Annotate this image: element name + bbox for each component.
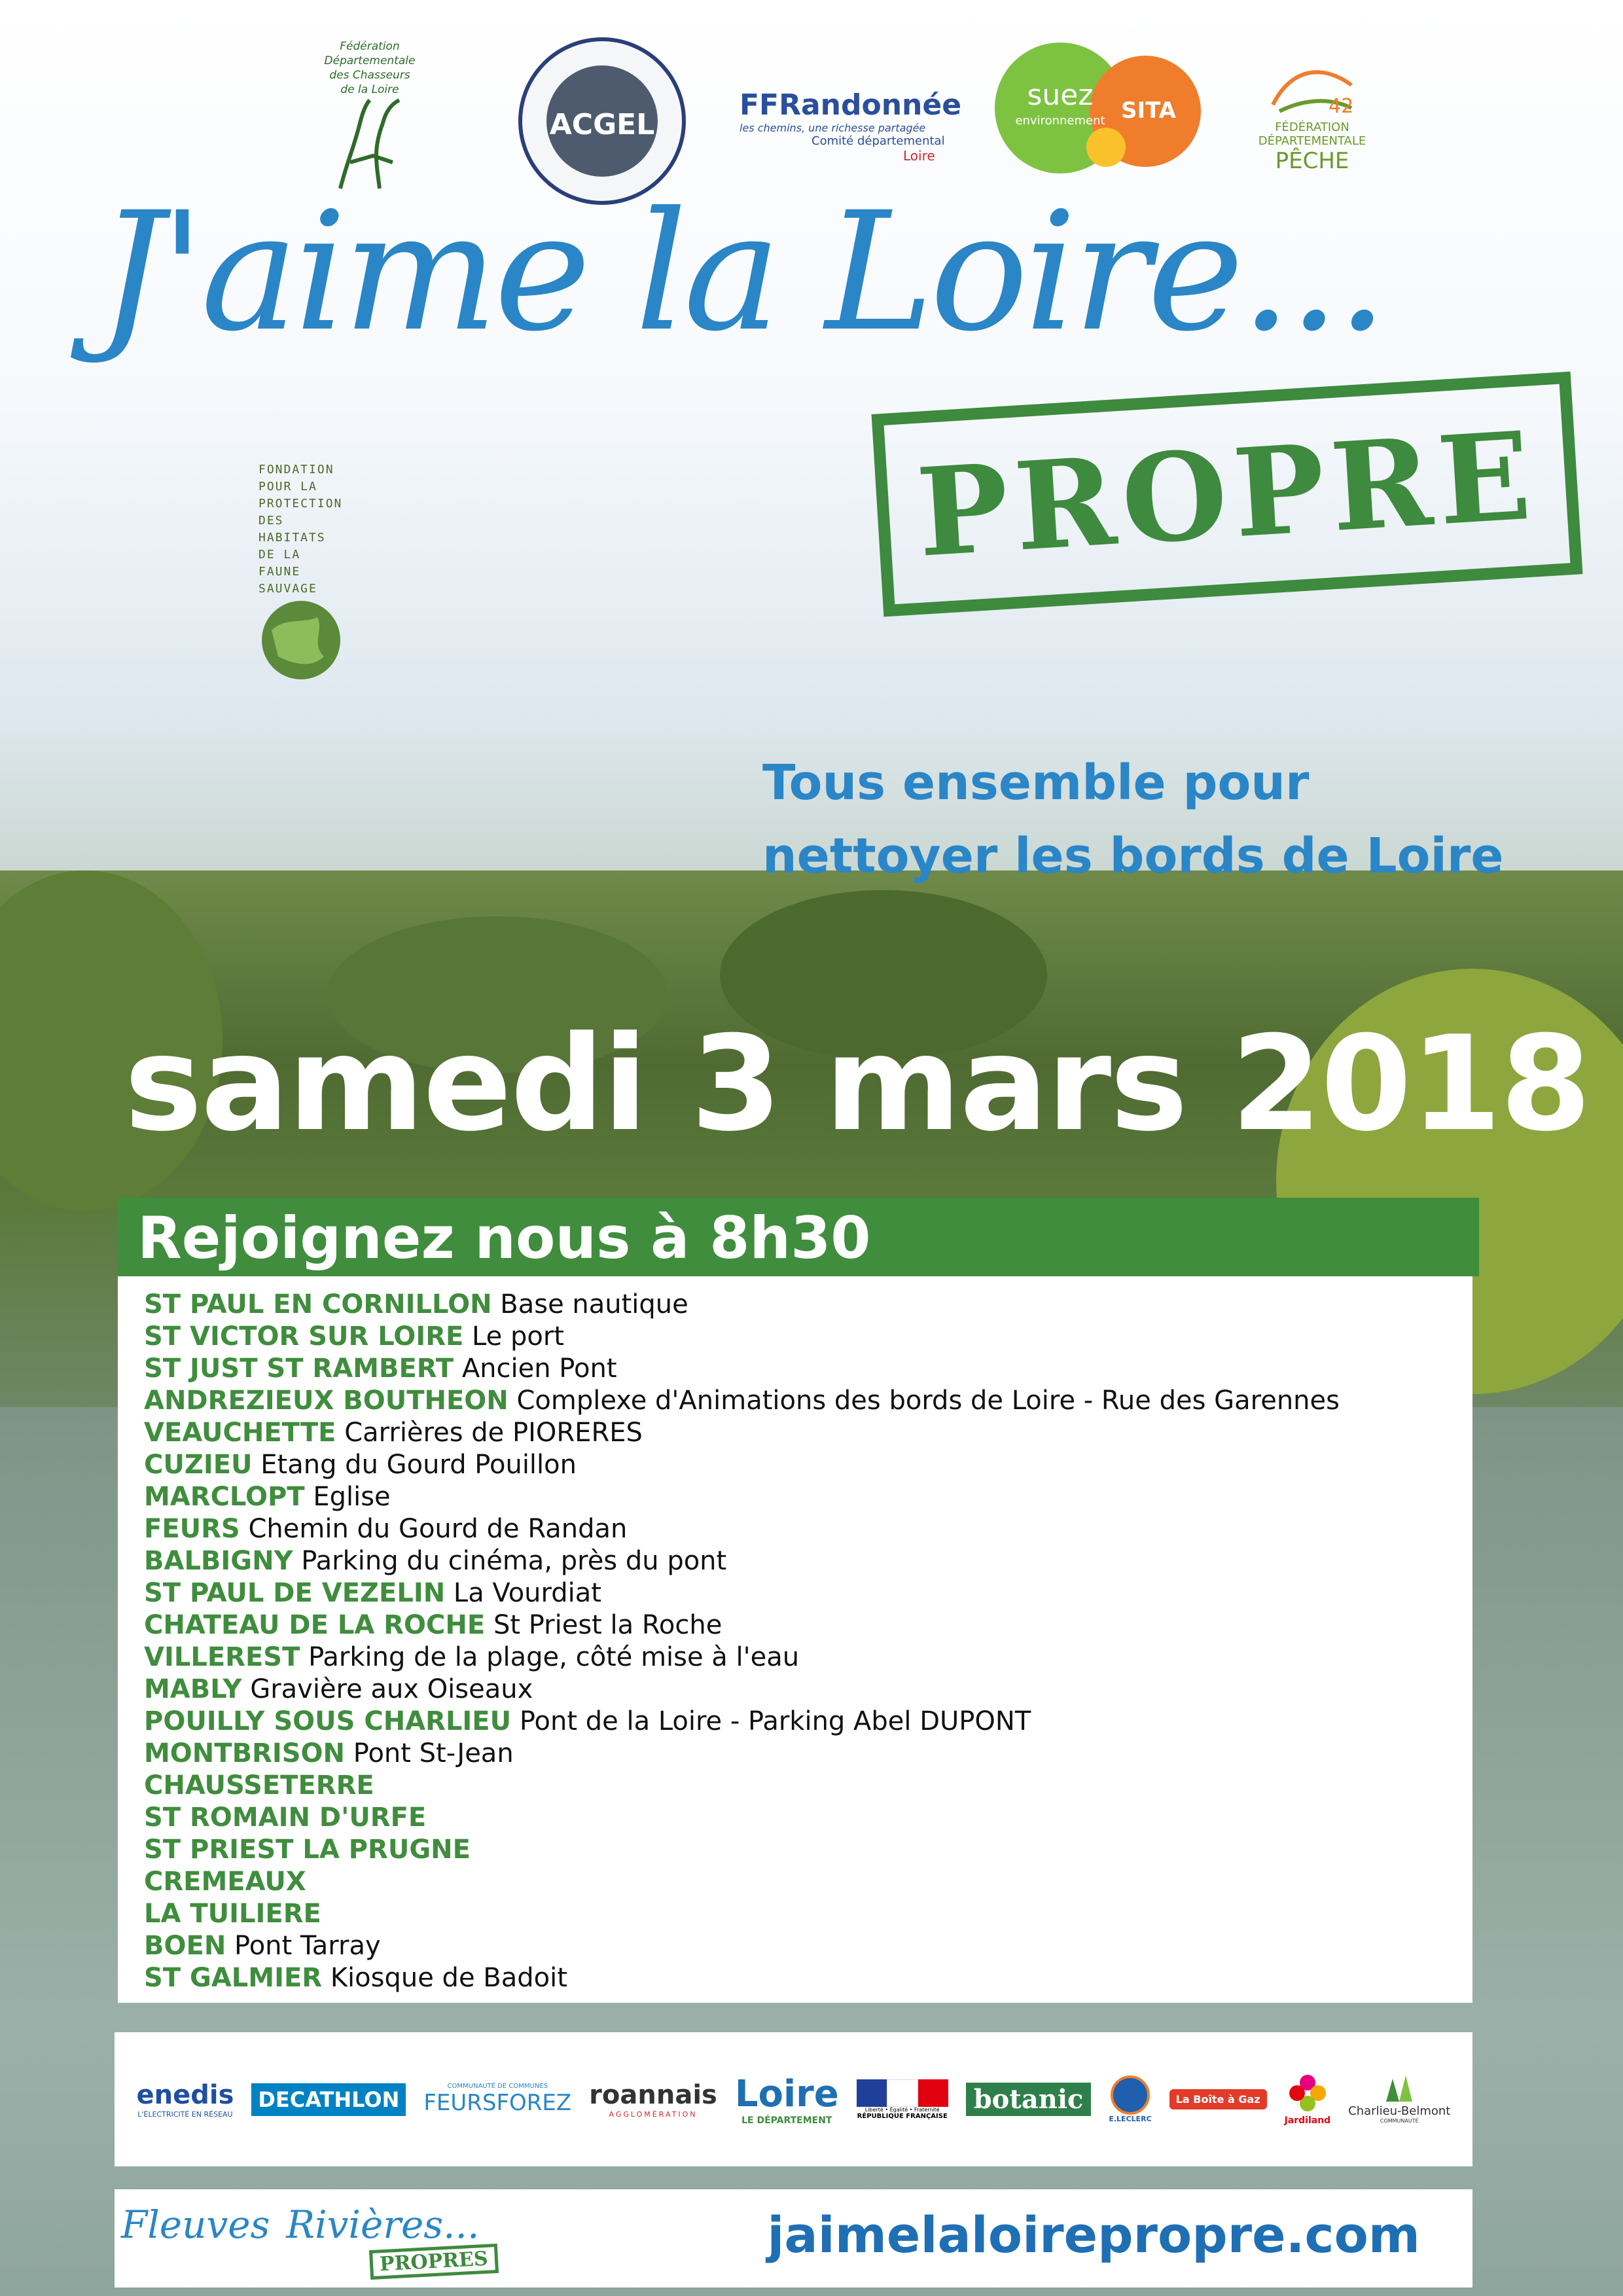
location-name: CHATEAU DE LA ROCHE	[144, 1610, 486, 1640]
flag-icon	[857, 2079, 948, 2107]
location-name: CREMEAUX	[144, 1867, 306, 1897]
location-name: VEAUCHETTE	[144, 1418, 336, 1448]
sita-label: SITA	[1120, 98, 1177, 124]
fleuves-label: Fleuves	[121, 2202, 270, 2247]
list-item	[144, 1738, 514, 1768]
list-item	[144, 1867, 306, 1897]
location-name: MONTBRISON	[144, 1738, 346, 1768]
list-item	[144, 1835, 471, 1865]
fdc-line: des Chasseurs	[329, 69, 410, 82]
location-name: CHAUSSETERRE	[144, 1770, 374, 1801]
republique-francaise-logo	[857, 2079, 948, 2120]
list-item	[144, 1770, 374, 1801]
peche-line: PÊCHE	[1275, 148, 1349, 174]
location-place: Etang du Gourd Pouillon	[260, 1450, 577, 1480]
flower-icon	[1288, 2073, 1327, 2113]
location-place: La Vourdiat	[453, 1578, 601, 1608]
roannais-label: roannais	[589, 2080, 717, 2110]
list-item	[144, 1899, 321, 1929]
charlieu-label: Charlieu-Belmont	[1348, 2104, 1451, 2118]
location-name: ST PAUL EN CORNILLON	[144, 1289, 492, 1319]
list-item	[144, 1386, 1340, 1416]
botanic-logo: botanic	[966, 2083, 1092, 2116]
list-item	[144, 1418, 643, 1448]
location-place: Pont St-Jean	[353, 1738, 514, 1768]
location-name: BOEN	[144, 1931, 226, 1961]
location-place: Pont Tarray	[234, 1931, 381, 1961]
enedis-sub: L'ÉLECTRICITÉ EN RÉSEAU	[137, 2110, 233, 2119]
ffrandonnee-logo	[740, 88, 962, 173]
leclerc-logo	[1109, 2075, 1151, 2123]
fondation-line: PROTECTION	[259, 497, 343, 511]
acgel-label: ACGEL	[549, 108, 655, 141]
ffr-loire: Loire	[903, 148, 935, 164]
fleuves-rivieres-logo	[121, 2202, 579, 2281]
fondation-logo	[259, 461, 347, 651]
location-name: LA TUILIERE	[144, 1899, 321, 1929]
ffr-label: FFRandonnée	[740, 88, 962, 122]
feurs-top: COMMUNAUTÉ DE COMMUNES	[447, 2083, 548, 2090]
fdc-line: Fédération	[340, 40, 400, 53]
subtitle-line: nettoyer les bords de Loire	[762, 828, 1504, 884]
leclerc-label: E.LECLERC	[1109, 2115, 1152, 2123]
location-place: Base nautique	[500, 1289, 688, 1319]
fdc-line: de la Loire	[340, 83, 399, 96]
footer	[115, 2189, 1472, 2287]
stamp-label: PROPRE	[913, 404, 1541, 584]
peche-num: 42	[1329, 95, 1354, 118]
peche-line: DÉPARTEMENTALE	[1258, 134, 1366, 148]
ffr-tagline: les chemins, une richesse partagée	[740, 122, 926, 134]
republique-label: RÉPUBLIQUE FRANÇAISE	[857, 2112, 948, 2120]
suez-label: suez	[1027, 79, 1094, 112]
locations-list	[118, 1276, 1472, 2003]
location-name: MABLY	[144, 1674, 242, 1704]
event-date: samedi 3 mars 2018	[124, 1008, 1590, 1160]
peche-line: FÉDÉRATION	[1275, 120, 1349, 134]
boite-a-gaz-logo: La Boîte à Gaz	[1169, 2089, 1267, 2109]
meeting-text: Rejoignez nous à 8h30	[137, 1204, 871, 1272]
location-name: ST PRIEST LA PRUGNE	[144, 1835, 471, 1865]
list-item	[144, 1610, 722, 1640]
location-place: Pont de la Loire - Parking Abel DUPONT	[519, 1706, 1031, 1736]
suez-sub: environnement	[1015, 114, 1105, 128]
roannais-logo	[589, 2080, 717, 2119]
charlieu-sub: COMMUNAUTÉ	[1380, 2117, 1419, 2124]
location-place: Carrières de PIORERES	[344, 1418, 643, 1448]
list-item	[144, 1642, 799, 1672]
location-name: ST VICTOR SUR LOIRE	[144, 1321, 464, 1352]
location-name: BALBIGNY	[144, 1546, 293, 1576]
loire-label: Loire	[734, 2073, 839, 2115]
jardiland-label: Jardiland	[1284, 2115, 1331, 2126]
sponsors-strip	[115, 2032, 1472, 2166]
location-name: POUILLY SOUS CHARLIEU	[144, 1706, 512, 1736]
fdc-line: Départementale	[324, 54, 416, 67]
location-place: Ancien Pont	[461, 1354, 617, 1384]
location-name: ST GALMIER	[144, 1963, 323, 1993]
republique-motto: Liberté • Égalité • Fraternité	[865, 2106, 940, 2113]
location-name: MARCLOPT	[144, 1482, 305, 1512]
list-item	[144, 1803, 426, 1833]
location-place: St Priest la Roche	[493, 1610, 722, 1640]
list-item	[144, 1482, 391, 1512]
fondation-line: POUR LA	[259, 480, 317, 493]
feurs-forez-logo	[423, 2083, 571, 2116]
jardiland-logo	[1285, 2073, 1331, 2126]
trees-icon	[1376, 2075, 1422, 2102]
list-item	[144, 1546, 726, 1576]
enedis-logo	[136, 2080, 234, 2119]
location-name: VILLEREST	[144, 1642, 300, 1672]
location-name: ANDREZIEUX BOUTHEON	[144, 1386, 508, 1416]
ffr-sub: Comité départemental	[812, 134, 945, 148]
roannais-sub: AGGLOMÉRATION	[609, 2110, 698, 2119]
feurs-label: FEURSFOREZ	[423, 2090, 572, 2116]
list-item	[144, 1321, 564, 1352]
charlieu-belmont-logo	[1348, 2075, 1450, 2124]
decathlon-logo: DECATHLON	[251, 2083, 406, 2116]
meeting-banner	[118, 1198, 1479, 1276]
location-name: CUZIEU	[144, 1450, 253, 1480]
fondation-line: DE LA FAUNE	[259, 548, 301, 579]
loire-sub: LE DÉPARTEMENT	[741, 2115, 832, 2126]
subtitle-line: Tous ensemble pour	[762, 755, 1310, 811]
location-name: ST ROMAIN D'URFE	[144, 1803, 427, 1833]
fondation-line: DES HABITATS	[259, 514, 326, 545]
location-name: ST JUST ST RAMBERT	[144, 1354, 454, 1384]
page-title: J'aime la Loire...	[98, 177, 1385, 367]
propre-stamp	[872, 372, 1583, 617]
list-item	[144, 1674, 533, 1704]
location-place: Parking du cinéma, près du pont	[301, 1546, 727, 1576]
fondation-line: SAUVAGE	[259, 582, 317, 596]
enedis-label: enedis	[136, 2080, 234, 2110]
location-name: ST PAUL DE VEZELIN	[144, 1578, 446, 1608]
leclerc-icon	[1111, 2075, 1150, 2115]
website-url[interactable]: jaimelaloirepropre.com	[767, 2206, 1420, 2264]
fondation-line: FONDATION	[259, 463, 334, 476]
location-place: Gravière aux Oiseaux	[250, 1674, 533, 1704]
location-place: Chemin du Gourd de Randan	[248, 1514, 628, 1544]
list-item	[144, 1578, 601, 1608]
list-item	[144, 1450, 577, 1480]
subtitle	[762, 746, 1548, 893]
loire-departement-logo	[735, 2073, 839, 2126]
location-place: Complexe d'Animations des bords de Loire - Rue des Garennes	[516, 1386, 1340, 1416]
location-place: Le port	[472, 1321, 564, 1352]
list-item	[144, 1289, 688, 1319]
globe-icon	[259, 598, 344, 683]
suez-sita-logo	[995, 39, 1204, 177]
location-name: FEURS	[144, 1514, 240, 1544]
location-place: Parking de la plage, côté mise à l'eau	[308, 1642, 800, 1672]
location-place: Kiosque de Badoit	[330, 1963, 567, 1993]
list-item	[144, 1354, 617, 1384]
rivieres-label: Rivières...	[286, 2202, 480, 2247]
list-item	[144, 1931, 381, 1961]
propres-stamp: PROPRES	[369, 2244, 499, 2280]
location-place: Eglise	[313, 1482, 391, 1512]
list-item	[144, 1706, 1031, 1736]
list-item	[144, 1963, 567, 1993]
list-item	[144, 1514, 627, 1544]
